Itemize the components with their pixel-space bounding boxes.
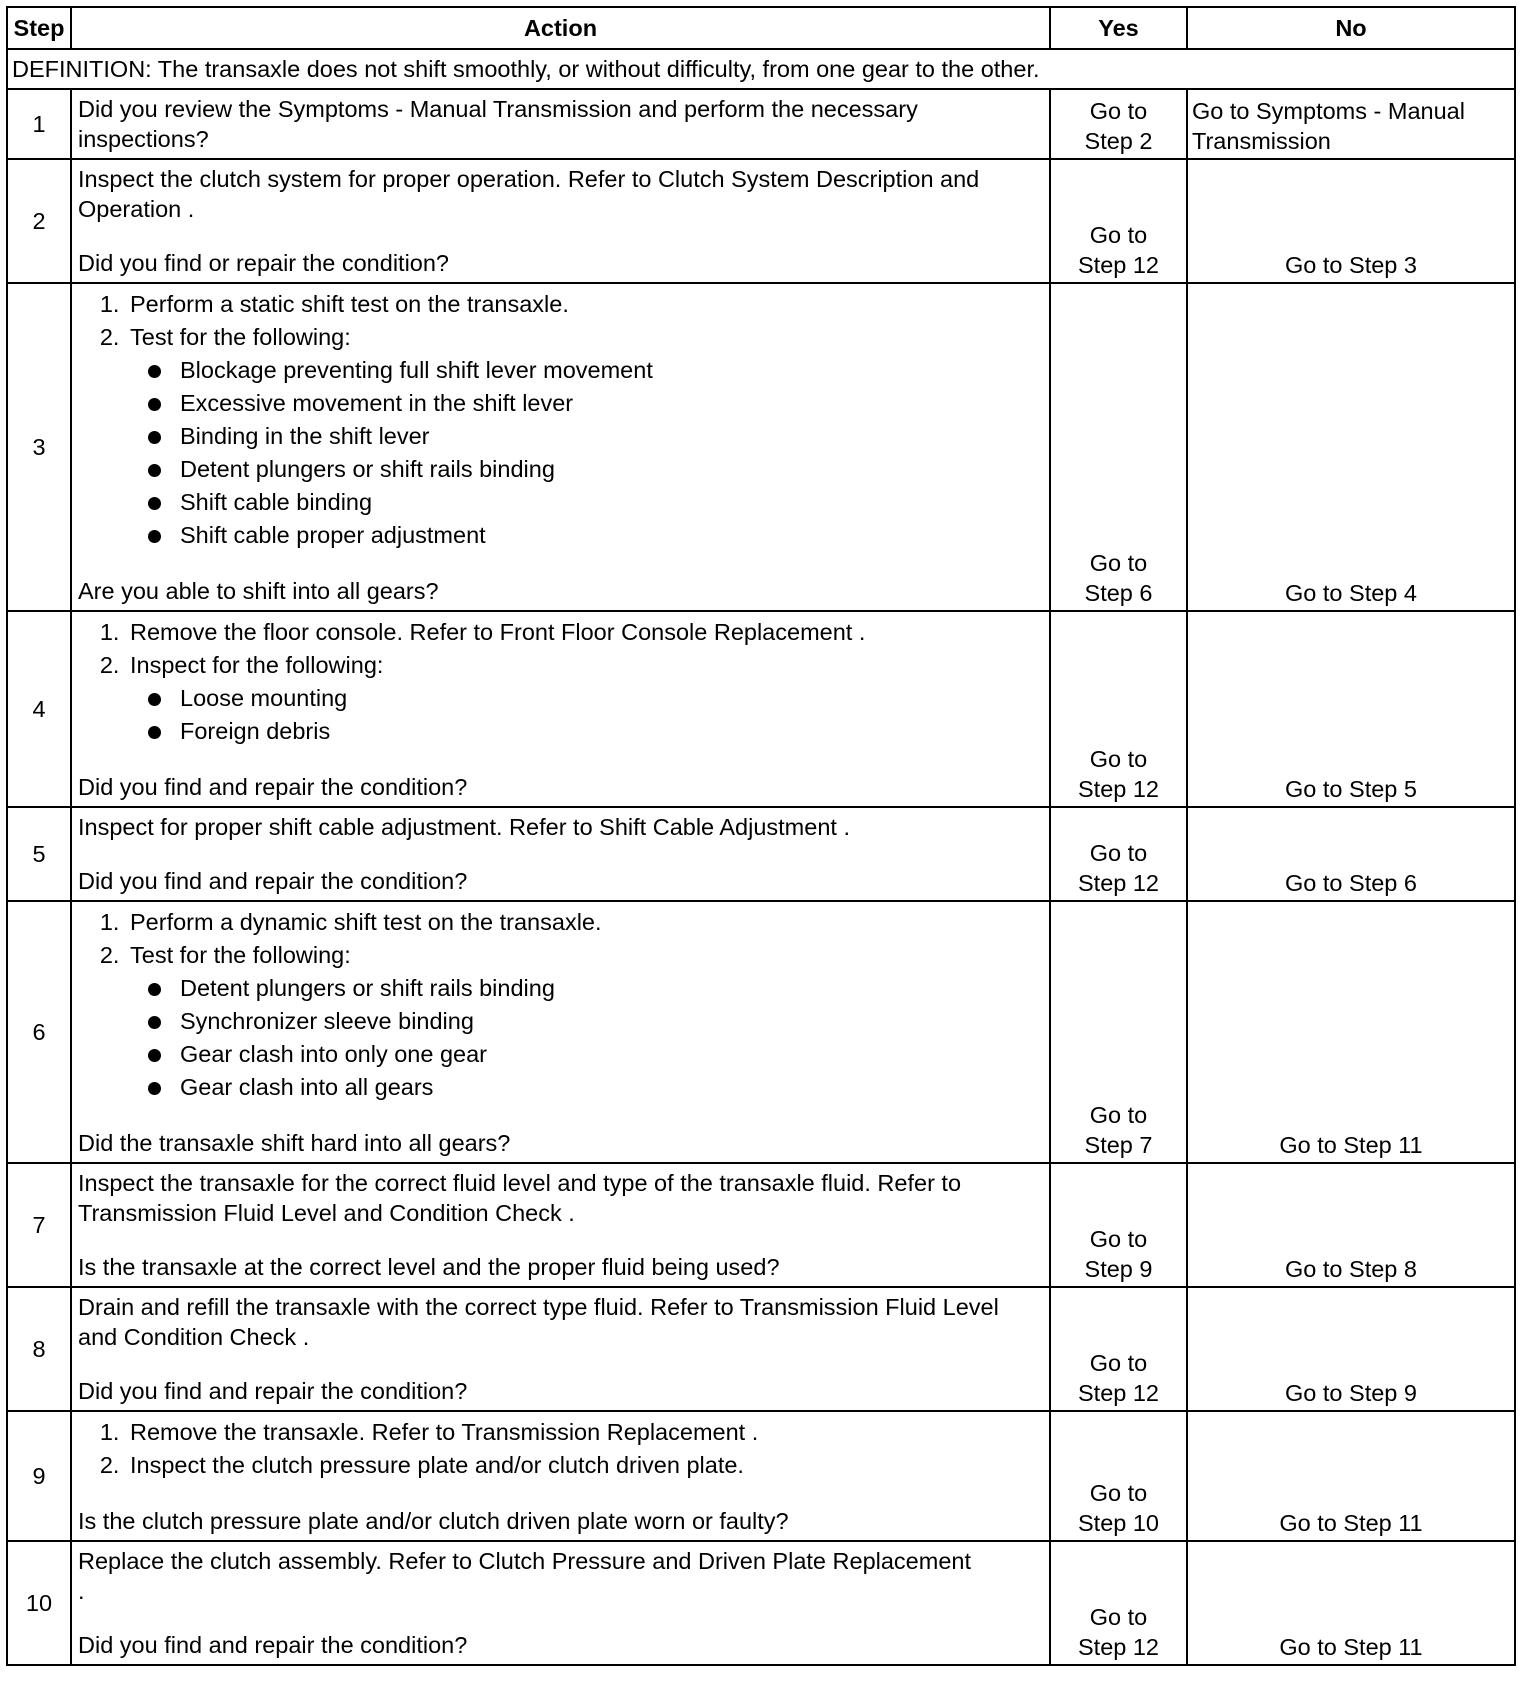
action-cell [71, 1541, 1050, 1665]
header-yes: Yes [1050, 7, 1187, 49]
action-cell [71, 283, 1050, 611]
action-cell [71, 1287, 1050, 1411]
step-row [7, 1163, 1515, 1287]
step-row [7, 283, 1515, 611]
yes-text: Step 12 [1077, 1380, 1159, 1406]
action-question: Are you able to shift into all gears? [78, 578, 439, 604]
no-cell: Go to Step 11 [1187, 901, 1515, 1163]
step-row [7, 1411, 1515, 1541]
step-row [7, 1541, 1515, 1665]
no-cell: Go to Step 11 [1187, 1541, 1515, 1665]
spacer [78, 1228, 1043, 1252]
bullet-item: Blockage preventing full shift lever movement [180, 354, 1043, 387]
yes-cell [1050, 283, 1187, 611]
list-item-text: Inspect for the following: [130, 652, 384, 678]
step-number: 8 [7, 1287, 71, 1411]
yes-text: Step 12 [1077, 870, 1159, 896]
list-item [126, 906, 1043, 939]
yes-text: Go to [1089, 746, 1148, 772]
yes-text: Go to [1089, 98, 1148, 124]
definition-row [7, 49, 1515, 89]
action-cell [71, 1411, 1050, 1541]
action-question: Did you find or repair the condition? [78, 250, 449, 276]
step-row [7, 159, 1515, 283]
action-text: Inspect the clutch system for proper operation. Refer to Clutch System Description and Operation . [78, 166, 980, 222]
header-row [7, 7, 1515, 49]
bullet-item: Gear clash into only one gear [180, 1038, 1043, 1071]
yes-cell [1050, 1163, 1187, 1287]
numbered-list [78, 616, 1043, 748]
no-cell: Go to Step 9 [1187, 1287, 1515, 1411]
yes-cell [1050, 1411, 1187, 1541]
numbered-list [78, 906, 1043, 1104]
yes-cell [1050, 89, 1187, 159]
no-cell: Go to Symptoms - Manual Transmission [1187, 89, 1515, 159]
action-question: Is the transaxle at the correct level and the proper fluid being used? [78, 1254, 780, 1280]
yes-text: Step 12 [1077, 1634, 1159, 1660]
step-number: 5 [7, 807, 71, 901]
yes-cell [1050, 1287, 1187, 1411]
step-number: 10 [7, 1541, 71, 1665]
header-step: Step [7, 7, 71, 49]
bullet-item: Shift cable proper adjustment [180, 519, 1043, 552]
action-text: Inspect for proper shift cable adjustment. Refer to Shift Cable Adjustment . [78, 814, 850, 840]
list-item-text: Perform a dynamic shift test on the transaxle. [130, 909, 602, 935]
yes-text: Step 9 [1084, 1256, 1153, 1282]
spacer [78, 552, 1043, 576]
action-text: Did you review the Symptoms - Manual Transmission and perform the necessary inspections? [78, 96, 918, 152]
bullet-item: Loose mounting [180, 682, 1043, 715]
step-number: 6 [7, 901, 71, 1163]
step-row [7, 901, 1515, 1163]
yes-text: Go to [1089, 1480, 1148, 1506]
bullet-item: Detent plungers or shift rails binding [180, 972, 1043, 1005]
no-cell: Go to Step 5 [1187, 611, 1515, 807]
yes-text: Step 6 [1084, 580, 1153, 606]
spacer [78, 748, 1043, 772]
action-text: Replace the clutch assembly. Refer to Clutch Pressure and Driven Plate Replacement . [78, 1548, 971, 1604]
definition-text: DEFINITION: The transaxle does not shift smoothly, or without difficulty, from one gear to the other. [7, 49, 1515, 89]
yes-cell [1050, 1541, 1187, 1665]
step-number: 9 [7, 1411, 71, 1541]
spacer [78, 1606, 1043, 1630]
step-row [7, 1287, 1515, 1411]
yes-text: Go to [1089, 1604, 1148, 1630]
no-cell: Go to Step 8 [1187, 1163, 1515, 1287]
list-item [126, 649, 1043, 748]
bullet-item: Binding in the shift lever [180, 420, 1043, 453]
action-cell [71, 611, 1050, 807]
list-item [126, 939, 1043, 1104]
step-number: 3 [7, 283, 71, 611]
step-row [7, 611, 1515, 807]
action-question: Did you find and repair the condition? [78, 868, 468, 894]
yes-text: Step 2 [1084, 128, 1153, 154]
spacer [78, 1104, 1043, 1128]
list-item [126, 1449, 1043, 1482]
action-cell [71, 89, 1050, 159]
bullet-item: Foreign debris [180, 715, 1043, 748]
yes-text: Go to [1089, 1102, 1148, 1128]
list-item [126, 321, 1043, 552]
action-question: Did you find and repair the condition? [78, 1632, 468, 1658]
list-item-text: Test for the following: [130, 324, 351, 350]
action-question: Did you find and repair the condition? [78, 1378, 468, 1404]
list-item [126, 288, 1043, 321]
yes-text: Step 10 [1077, 1510, 1159, 1536]
yes-cell [1050, 611, 1187, 807]
action-cell [71, 159, 1050, 283]
list-item [126, 616, 1043, 649]
list-item-text: Inspect the clutch pressure plate and/or clutch driven plate. [130, 1452, 744, 1478]
action-text: Drain and refill the transaxle with the correct type fluid. Refer to Transmission Fluid Level and Condition Check . [78, 1294, 999, 1350]
diagnostic-table [6, 6, 1516, 1666]
yes-cell [1050, 159, 1187, 283]
yes-text: Step 7 [1084, 1132, 1153, 1158]
bullet-item: Detent plungers or shift rails binding [180, 453, 1043, 486]
list-item-text: Remove the floor console. Refer to Front Floor Console Replacement . [130, 619, 866, 645]
yes-text: Go to [1089, 1350, 1148, 1376]
action-cell [71, 807, 1050, 901]
bullet-item: Shift cable binding [180, 486, 1043, 519]
action-question: Is the clutch pressure plate and/or clutch driven plate worn or faulty? [78, 1508, 789, 1534]
no-cell: Go to Step 6 [1187, 807, 1515, 901]
no-cell: Go to Step 3 [1187, 159, 1515, 283]
action-question: Did the transaxle shift hard into all gears? [78, 1130, 511, 1156]
no-cell: Go to Step 11 [1187, 1411, 1515, 1541]
spacer [78, 1352, 1043, 1376]
action-question: Did you find and repair the condition? [78, 774, 468, 800]
spacer [78, 224, 1043, 248]
list-item [126, 1416, 1043, 1449]
step-number: 2 [7, 159, 71, 283]
bullet-list [130, 682, 1043, 748]
action-cell [71, 901, 1050, 1163]
numbered-list [78, 288, 1043, 552]
yes-cell [1050, 807, 1187, 901]
list-item-text: Remove the transaxle. Refer to Transmission Replacement . [130, 1419, 759, 1445]
yes-text: Go to [1089, 840, 1148, 866]
step-row [7, 89, 1515, 159]
step-number: 1 [7, 89, 71, 159]
yes-text: Go to [1089, 222, 1148, 248]
yes-cell [1050, 901, 1187, 1163]
header-no: No [1187, 7, 1515, 49]
action-text: Inspect the transaxle for the correct fluid level and type of the transaxle fluid. Refer to Transmission Fluid Level and Condition Check . [78, 1170, 962, 1226]
bullet-list [130, 354, 1043, 552]
bullet-item: Synchronizer sleeve binding [180, 1005, 1043, 1038]
action-cell [71, 1163, 1050, 1287]
step-number: 4 [7, 611, 71, 807]
yes-text: Step 12 [1077, 776, 1159, 802]
list-item-text: Test for the following: [130, 942, 351, 968]
diagnostic-table-container [6, 6, 1516, 1666]
bullet-item: Gear clash into all gears [180, 1071, 1043, 1104]
yes-text: Go to [1089, 550, 1148, 576]
bullet-list [130, 972, 1043, 1104]
spacer [78, 842, 1043, 866]
list-item-text: Perform a static shift test on the transaxle. [130, 291, 569, 317]
yes-text: Go to [1089, 1226, 1148, 1252]
step-number: 7 [7, 1163, 71, 1287]
no-cell: Go to Step 4 [1187, 283, 1515, 611]
header-action: Action [71, 7, 1050, 49]
step-row [7, 807, 1515, 901]
yes-text: Step 12 [1077, 252, 1159, 278]
numbered-list [78, 1416, 1043, 1482]
spacer [78, 1482, 1043, 1506]
bullet-item: Excessive movement in the shift lever [180, 387, 1043, 420]
